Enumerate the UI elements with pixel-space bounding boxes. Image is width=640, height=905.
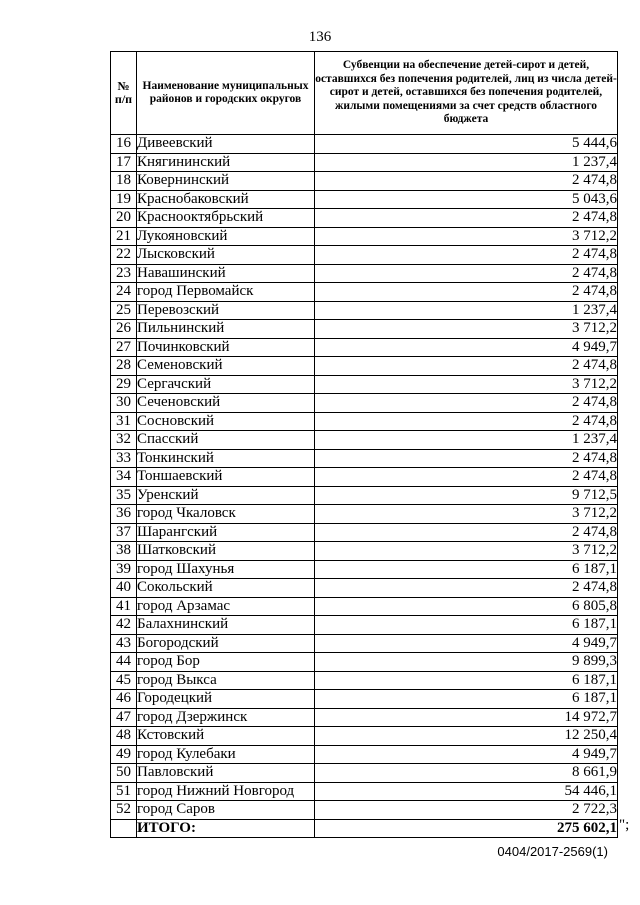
row-value: 2 474,8 bbox=[315, 172, 618, 191]
row-name: Перевозский bbox=[137, 301, 315, 320]
table-row bbox=[111, 246, 618, 265]
row-name: Семеновский bbox=[137, 357, 315, 376]
table-row bbox=[111, 560, 618, 579]
table-row bbox=[111, 209, 618, 228]
row-value: 12 250,4 bbox=[315, 727, 618, 746]
row-value: 6 187,1 bbox=[315, 560, 618, 579]
row-value: 3 712,2 bbox=[315, 505, 618, 524]
subsidy-table bbox=[110, 51, 618, 838]
row-number: 19 bbox=[111, 190, 137, 209]
row-value: 2 474,8 bbox=[315, 246, 618, 265]
row-name: Уренский bbox=[137, 486, 315, 505]
row-number: 17 bbox=[111, 153, 137, 172]
total-row bbox=[111, 819, 618, 838]
closing-quote-mark: "; bbox=[619, 817, 630, 833]
row-number: 25 bbox=[111, 301, 137, 320]
row-name: Дивеевский bbox=[137, 135, 315, 154]
row-number: 38 bbox=[111, 542, 137, 561]
table-row bbox=[111, 153, 618, 172]
header-value: Субвенции на обеспечение детей-сирот и детей, оставшихся без попечения родителей, лиц из числа детей-сирот и детей, оставшихся без попечения родителей, жилыми помещениями за счет средств областного бюджета bbox=[315, 52, 618, 135]
row-name: город Выкса bbox=[137, 671, 315, 690]
table-row bbox=[111, 394, 618, 413]
table-row bbox=[111, 449, 618, 468]
row-value: 54 446,1 bbox=[315, 782, 618, 801]
row-value: 2 474,8 bbox=[315, 579, 618, 598]
total-label: ИТОГО: bbox=[137, 819, 315, 838]
row-number: 29 bbox=[111, 375, 137, 394]
row-value: 6 187,1 bbox=[315, 671, 618, 690]
table-row bbox=[111, 301, 618, 320]
table-row bbox=[111, 431, 618, 450]
row-name: Краснобаковский bbox=[137, 190, 315, 209]
row-name: Сергачский bbox=[137, 375, 315, 394]
row-name: город Арзамас bbox=[137, 597, 315, 616]
row-name: Павловский bbox=[137, 764, 315, 783]
row-value: 1 237,4 bbox=[315, 153, 618, 172]
table-row bbox=[111, 320, 618, 339]
table-row bbox=[111, 523, 618, 542]
table-row bbox=[111, 505, 618, 524]
row-value: 6 187,1 bbox=[315, 690, 618, 709]
table-row bbox=[111, 338, 618, 357]
row-number: 21 bbox=[111, 227, 137, 246]
table-row bbox=[111, 745, 618, 764]
row-number: 39 bbox=[111, 560, 137, 579]
row-value: 2 722,3 bbox=[315, 801, 618, 820]
row-name: город Дзержинск bbox=[137, 708, 315, 727]
row-number: 52 bbox=[111, 801, 137, 820]
row-value: 2 474,8 bbox=[315, 209, 618, 228]
row-name: Кстовский bbox=[137, 727, 315, 746]
table-row bbox=[111, 708, 618, 727]
row-value: 5 444,6 bbox=[315, 135, 618, 154]
row-value: 2 474,8 bbox=[315, 357, 618, 376]
row-value: 8 661,9 bbox=[315, 764, 618, 783]
row-value: 4 949,7 bbox=[315, 634, 618, 653]
row-name: город Нижний Новгород bbox=[137, 782, 315, 801]
table-row bbox=[111, 412, 618, 431]
table-row bbox=[111, 764, 618, 783]
row-name: Шарангский bbox=[137, 523, 315, 542]
row-name: Навашинский bbox=[137, 264, 315, 283]
row-number: 22 bbox=[111, 246, 137, 265]
row-value: 2 474,8 bbox=[315, 523, 618, 542]
row-number: 47 bbox=[111, 708, 137, 727]
row-name: Тонкинский bbox=[137, 449, 315, 468]
row-number: 27 bbox=[111, 338, 137, 357]
row-name: Балахнинский bbox=[137, 616, 315, 635]
row-name: город Чкаловск bbox=[137, 505, 315, 524]
row-name: Ковернинский bbox=[137, 172, 315, 191]
table-row bbox=[111, 634, 618, 653]
row-value: 3 712,2 bbox=[315, 320, 618, 339]
table-row bbox=[111, 264, 618, 283]
table-row bbox=[111, 727, 618, 746]
row-value: 2 474,8 bbox=[315, 394, 618, 413]
row-name: Лукояновский bbox=[137, 227, 315, 246]
row-number: 49 bbox=[111, 745, 137, 764]
row-value: 9 712,5 bbox=[315, 486, 618, 505]
table-row bbox=[111, 172, 618, 191]
row-name: Краснооктябрьский bbox=[137, 209, 315, 228]
row-name: Спасский bbox=[137, 431, 315, 450]
table-row bbox=[111, 801, 618, 820]
row-number: 31 bbox=[111, 412, 137, 431]
row-number: 33 bbox=[111, 449, 137, 468]
row-value: 5 043,6 bbox=[315, 190, 618, 209]
total-num-cell bbox=[111, 819, 137, 838]
table-row bbox=[111, 357, 618, 376]
table-row bbox=[111, 616, 618, 635]
table-row bbox=[111, 135, 618, 154]
row-number: 50 bbox=[111, 764, 137, 783]
row-number: 40 bbox=[111, 579, 137, 598]
row-name: Богородский bbox=[137, 634, 315, 653]
row-number: 18 bbox=[111, 172, 137, 191]
row-name: город Саров bbox=[137, 801, 315, 820]
row-name: Сосновский bbox=[137, 412, 315, 431]
row-value: 6 187,1 bbox=[315, 616, 618, 635]
row-name: Княгининский bbox=[137, 153, 315, 172]
table-header-row bbox=[111, 52, 618, 135]
row-number: 51 bbox=[111, 782, 137, 801]
row-number: 32 bbox=[111, 431, 137, 450]
row-number: 36 bbox=[111, 505, 137, 524]
row-number: 35 bbox=[111, 486, 137, 505]
table-row bbox=[111, 486, 618, 505]
row-value: 2 474,8 bbox=[315, 412, 618, 431]
total-value: 275 602,1 bbox=[315, 819, 618, 838]
row-value: 2 474,8 bbox=[315, 468, 618, 487]
row-name: Лысковский bbox=[137, 246, 315, 265]
page-number: 136 bbox=[308, 29, 332, 45]
row-value: 4 949,7 bbox=[315, 745, 618, 764]
row-value: 2 474,8 bbox=[315, 449, 618, 468]
row-name: Сокольский bbox=[137, 579, 315, 598]
row-value: 3 712,2 bbox=[315, 542, 618, 561]
table-row bbox=[111, 468, 618, 487]
row-name: город Шахунья bbox=[137, 560, 315, 579]
row-value: 3 712,2 bbox=[315, 227, 618, 246]
row-number: 30 bbox=[111, 394, 137, 413]
row-value: 2 474,8 bbox=[315, 264, 618, 283]
row-number: 46 bbox=[111, 690, 137, 709]
row-value: 4 949,7 bbox=[315, 338, 618, 357]
table-row bbox=[111, 782, 618, 801]
row-name: Сеченовский bbox=[137, 394, 315, 413]
row-name: город Бор bbox=[137, 653, 315, 672]
row-value: 6 805,8 bbox=[315, 597, 618, 616]
row-number: 43 bbox=[111, 634, 137, 653]
row-number: 48 bbox=[111, 727, 137, 746]
table-row bbox=[111, 597, 618, 616]
row-number: 34 bbox=[111, 468, 137, 487]
row-number: 44 bbox=[111, 653, 137, 672]
table-row bbox=[111, 375, 618, 394]
table-row bbox=[111, 190, 618, 209]
row-value: 2 474,8 bbox=[315, 283, 618, 302]
row-name: город Первомайск bbox=[137, 283, 315, 302]
row-name: Тоншаевский bbox=[137, 468, 315, 487]
row-name: Шатковский bbox=[137, 542, 315, 561]
table-row bbox=[111, 227, 618, 246]
table-row bbox=[111, 671, 618, 690]
table-row bbox=[111, 579, 618, 598]
row-number: 41 bbox=[111, 597, 137, 616]
row-name: Пильнинский bbox=[137, 320, 315, 339]
table-row bbox=[111, 690, 618, 709]
table-row bbox=[111, 653, 618, 672]
row-number: 28 bbox=[111, 357, 137, 376]
document-code: 0404/2017-2569(1) bbox=[497, 844, 608, 859]
row-number: 42 bbox=[111, 616, 137, 635]
row-number: 45 bbox=[111, 671, 137, 690]
row-value: 14 972,7 bbox=[315, 708, 618, 727]
header-number: № п/п bbox=[111, 52, 137, 135]
row-name: город Кулебаки bbox=[137, 745, 315, 764]
row-name: Починковский bbox=[137, 338, 315, 357]
table-row bbox=[111, 283, 618, 302]
row-name: Городецкий bbox=[137, 690, 315, 709]
row-value: 1 237,4 bbox=[315, 431, 618, 450]
row-number: 24 bbox=[111, 283, 137, 302]
row-number: 20 bbox=[111, 209, 137, 228]
row-number: 16 bbox=[111, 135, 137, 154]
row-value: 1 237,4 bbox=[315, 301, 618, 320]
row-value: 9 899,3 bbox=[315, 653, 618, 672]
row-number: 37 bbox=[111, 523, 137, 542]
row-number: 26 bbox=[111, 320, 137, 339]
table-row bbox=[111, 542, 618, 561]
row-value: 3 712,2 bbox=[315, 375, 618, 394]
header-name: Наименование муниципальных районов и городских округов bbox=[137, 52, 315, 135]
row-number: 23 bbox=[111, 264, 137, 283]
